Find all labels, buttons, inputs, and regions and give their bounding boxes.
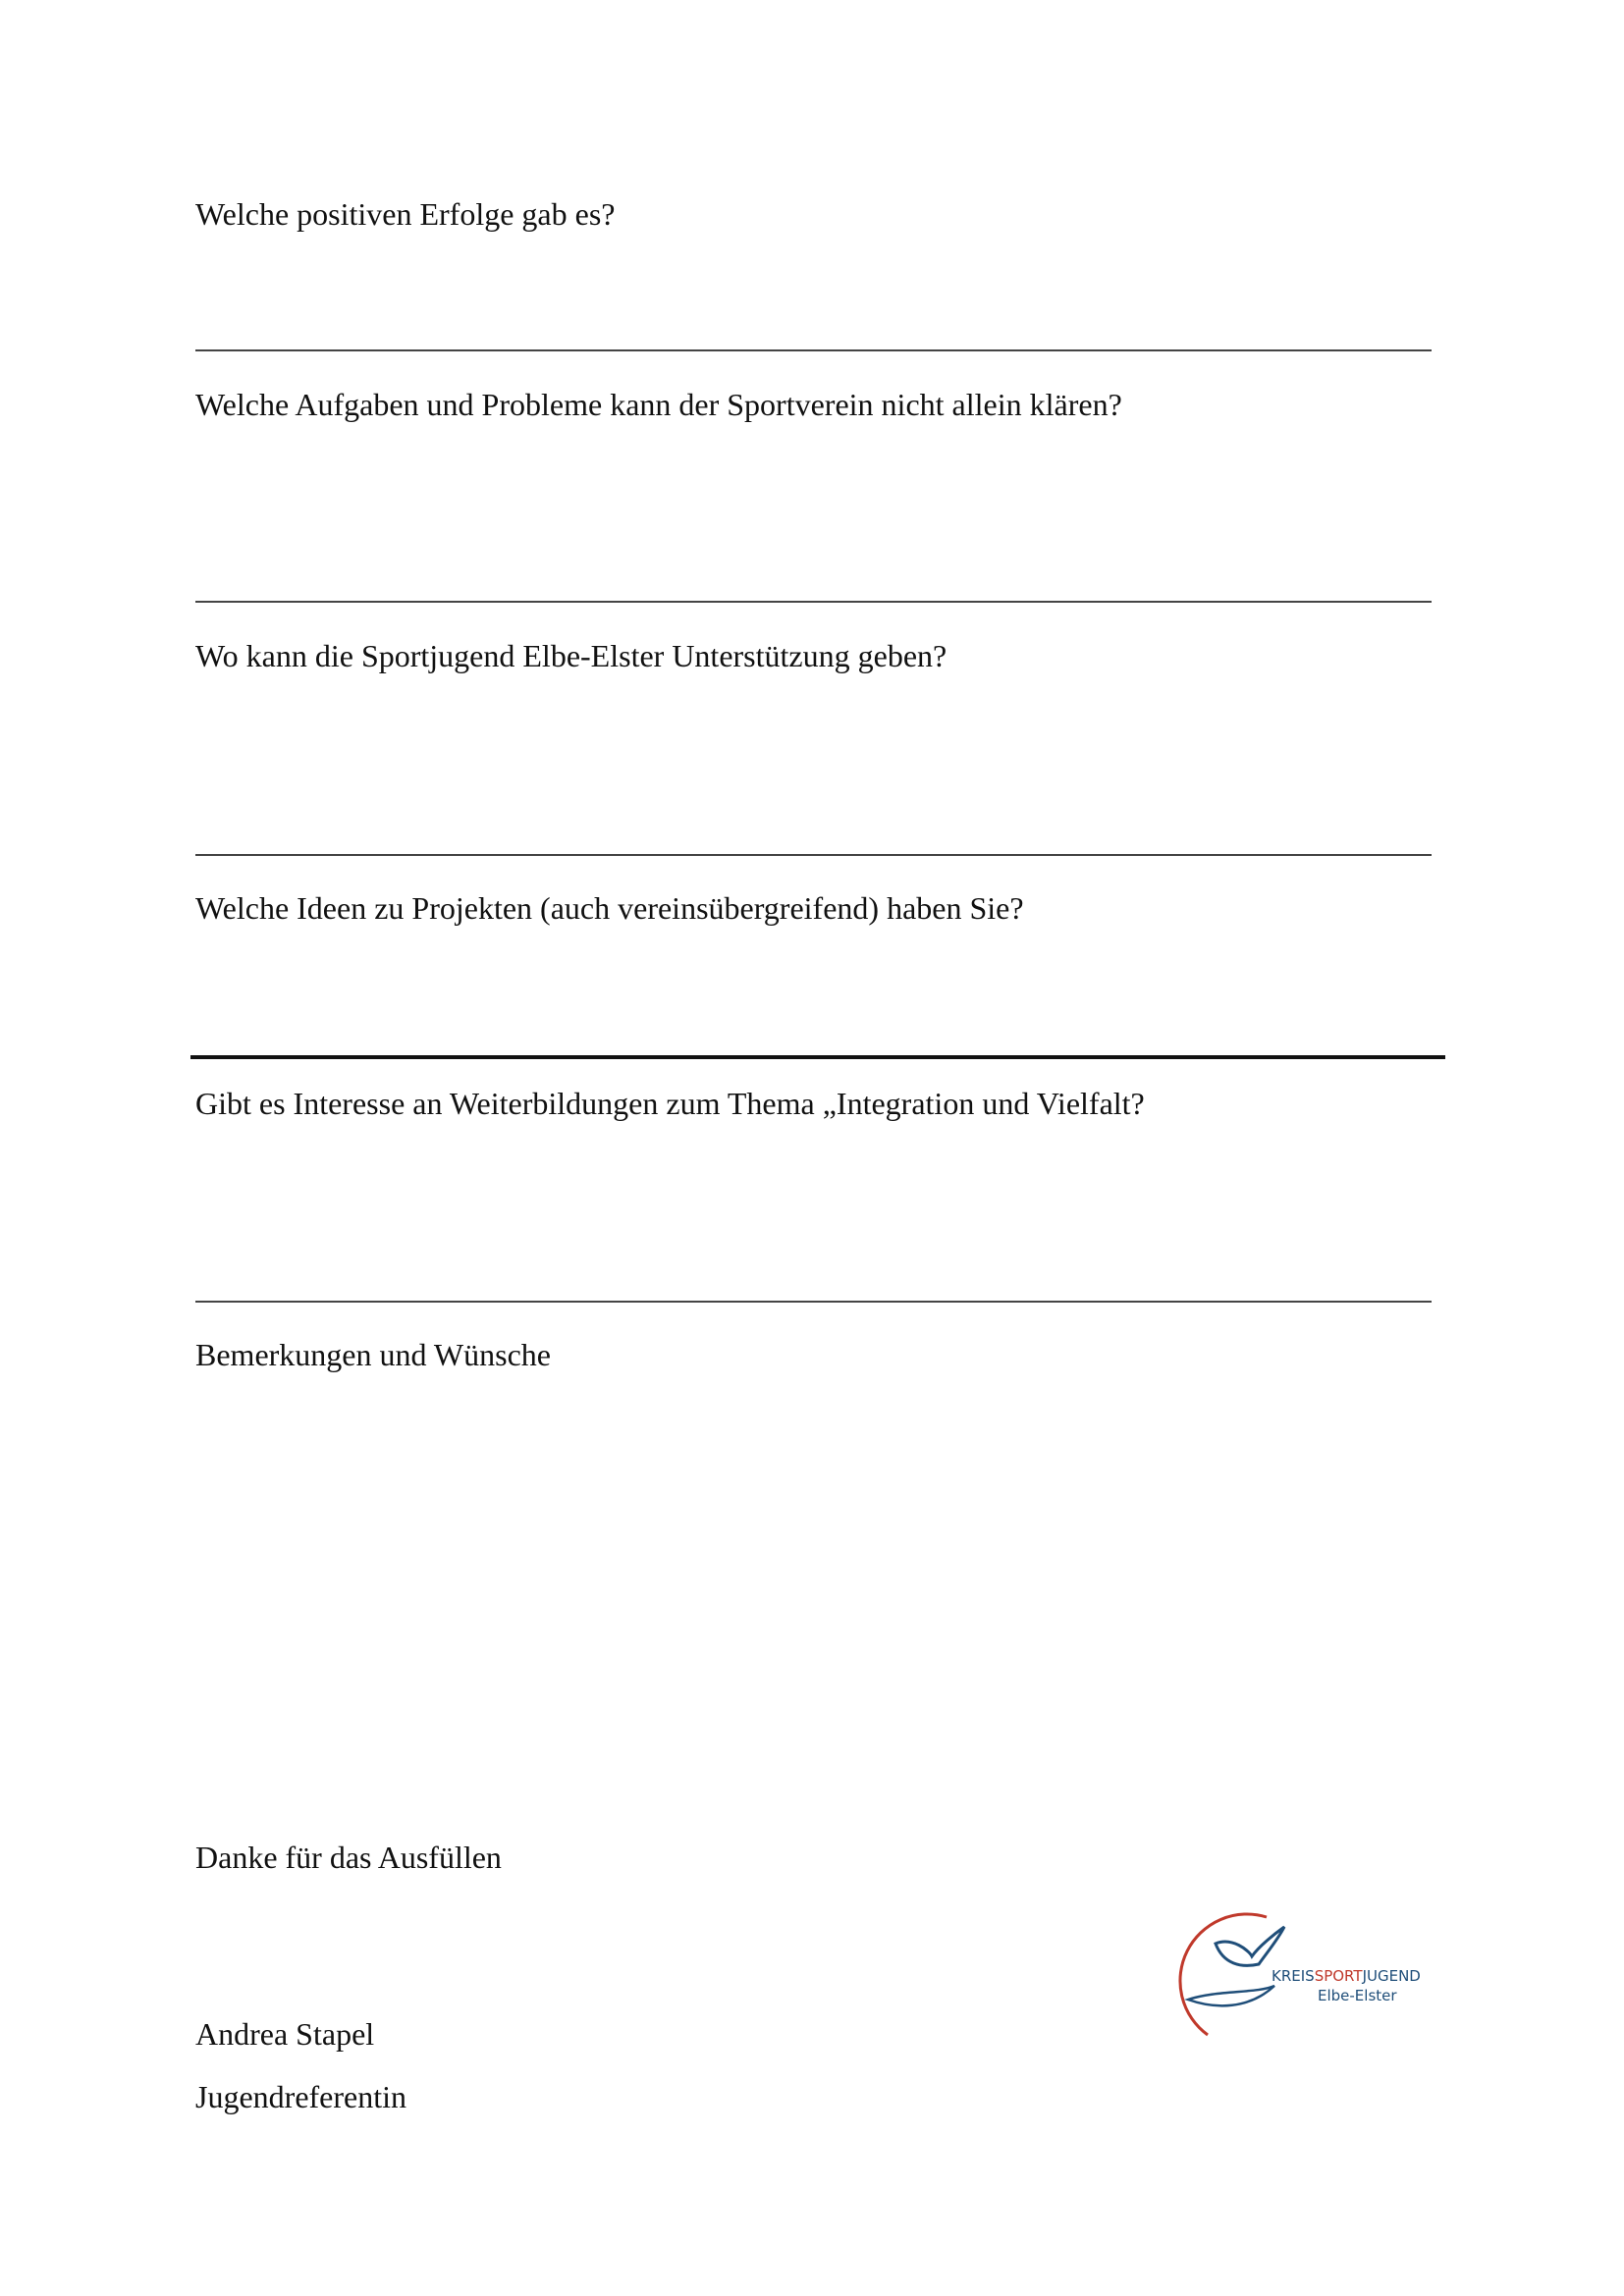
answer-line-3: [195, 854, 1432, 856]
signature-role: Jugendreferentin: [195, 2079, 407, 2114]
logo-text-line1: KREISSPORTJUGEND: [1272, 1967, 1421, 1985]
question-training-interest: Gibt es Interesse an Weiterbildungen zum Thema „Integration und Vielfalt?: [195, 1086, 1145, 1121]
answer-line-4: [190, 1055, 1445, 1059]
question-support: Wo kann die Sportjugend Elbe-Elster Unterstützung geben?: [195, 638, 947, 673]
logo-red-arc: [1180, 1914, 1267, 2035]
logo-text-line2: Elbe-Elster: [1318, 1987, 1397, 2004]
answer-line-1: [195, 349, 1432, 351]
question-positive-successes: Welche positiven Erfolge gab es?: [195, 196, 616, 232]
remarks-heading: Bemerkungen und Wünsche: [195, 1337, 551, 1372]
question-tasks-problems: Welche Aufgaben und Probleme kann der Sportverein nicht allein klären?: [195, 387, 1122, 422]
thanks-text: Danke für das Ausfüllen: [195, 1840, 502, 1875]
answer-line-5: [195, 1301, 1432, 1303]
logo-swoosh: [1188, 1986, 1274, 2005]
question-project-ideas: Welche Ideen zu Projekten (auch vereinsübergreifend) haben Sie?: [195, 890, 1024, 926]
signature-name: Andrea Stapel: [195, 2016, 375, 2052]
answer-line-2: [195, 601, 1432, 603]
logo-athlete-figure: [1216, 1927, 1284, 1965]
kreissportjugend-logo: [1159, 1899, 1443, 2047]
